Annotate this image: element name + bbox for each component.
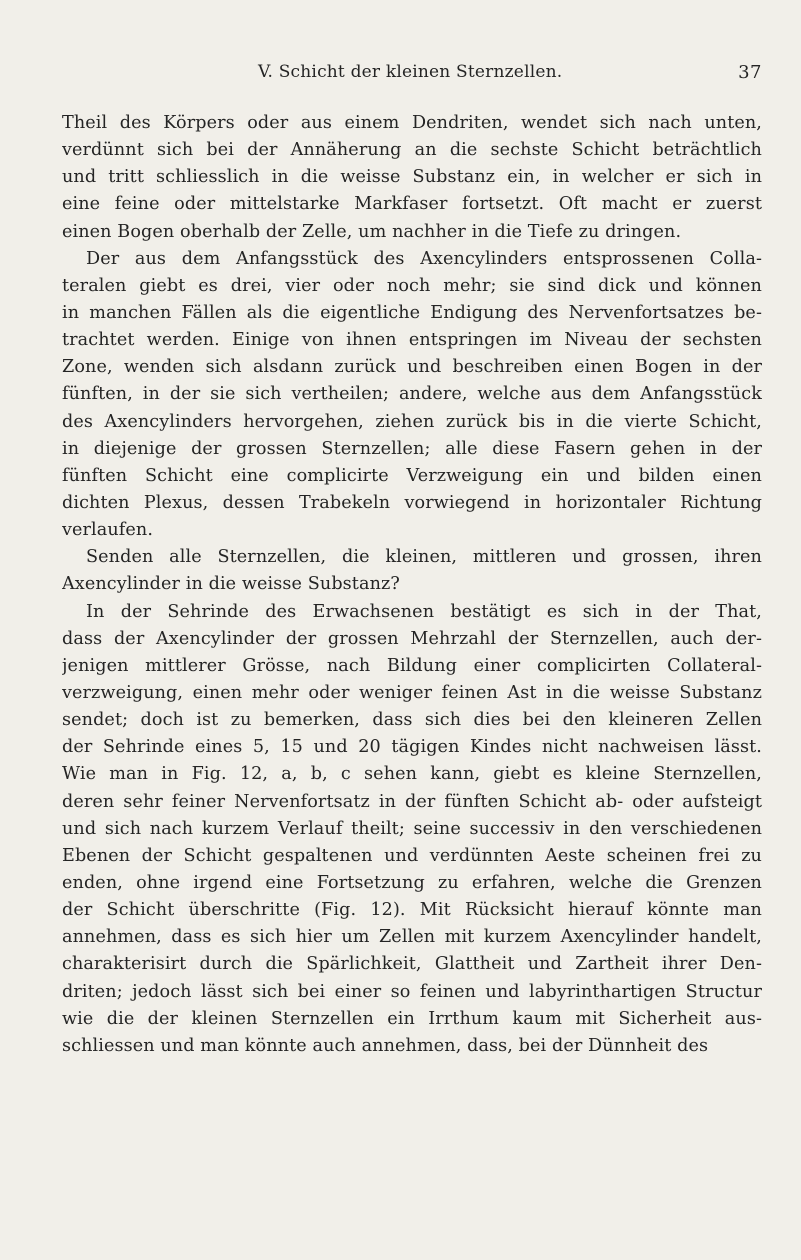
text-line: verlaufen.	[62, 520, 154, 541]
text-line: Senden alle Sternzellen, die kleinen, mittleren und grossen, ihren	[86, 547, 762, 568]
text-line: der Schicht überschritte (Fig. 12). Mit Rücksicht hierauf könnte man	[62, 900, 762, 921]
text-line: Der aus dem Anfangsstück des Axencylinders entsprossenen Colla-	[86, 248, 762, 269]
text-line: driten; jedoch lässt sich bei einer so feinen und labyrinthartigen Structur	[62, 981, 762, 1002]
text-line: In der Sehrinde des Erwachsenen bestätigt es sich in der That,	[86, 601, 762, 622]
paragraph	[62, 110, 762, 246]
text-line: sendet; doch ist zu bemerken, dass sich dies bei den kleineren Zellen	[62, 710, 762, 731]
paragraph	[62, 246, 762, 545]
text-line: und tritt schliesslich in die weisse Substanz ein, in welcher er sich in	[62, 167, 762, 188]
text-line: in diejenige der grossen Sternzellen; alle diese Fasern gehen in der	[62, 438, 762, 459]
text-line: des Axencylinders hervorgehen, ziehen zurück bis in die vierte Schicht,	[62, 411, 762, 432]
text-line: jenigen mittlerer Grösse, nach Bildung einer complicirten Collateral-	[62, 655, 762, 676]
text-line: wie die der kleinen Sternzellen ein Irrthum kaum mit Sicherheit aus-	[62, 1008, 762, 1029]
text-line: und sich nach kurzem Verlauf theilt; seine successiv in den verschiedenen	[62, 818, 762, 839]
running-title: V. Schicht der kleinen Sternzellen.	[258, 62, 563, 82]
text-line: charakterisirt durch die Spärlichkeit, Glattheit und Zartheit ihrer Den-	[62, 954, 762, 975]
body-text	[62, 110, 762, 1060]
text-line: teralen giebt es drei, vier oder noch mehr; sie sind dick und können	[62, 275, 762, 296]
text-line: verzweigung, einen mehr oder weniger feinen Ast in die weisse Substanz	[62, 682, 762, 703]
page-number: 37	[738, 62, 762, 83]
text-line: fünften Schicht eine complicirte Verzweigung ein und bilden einen	[62, 465, 762, 486]
text-line: Theil des Körpers oder aus einem Dendriten, wendet sich nach unten,	[62, 113, 762, 133]
text-line: in manchen Fällen als die eigentliche Endigung des Nervenfortsatzes be-	[62, 302, 762, 323]
text-line: deren sehr feiner Nervenfortsatz in der fünften Schicht ab- oder aufsteigt	[62, 791, 762, 812]
text-line: Wie man in Fig. 12, a, b, c sehen kann, giebt es kleine Sternzellen,	[62, 764, 762, 785]
text-line: Zone, wenden sich alsdann zurück und beschreiben einen Bogen in der	[62, 357, 762, 378]
text-line: annehmen, dass es sich hier um Zellen mit kurzem Axencylinder handelt,	[62, 927, 762, 948]
text-line: trachtet werden. Einige von ihnen entspringen im Niveau der sechsten	[62, 330, 762, 351]
text-line: dichten Plexus, dessen Trabekeln vorwiegend in horizontaler Richtung	[62, 492, 762, 513]
text-line: fünften, in der sie sich vertheilen; andere, welche aus dem Anfangsstück	[62, 384, 762, 405]
text-line: Ebenen der Schicht gespaltenen und verdünnten Aeste scheinen frei zu	[62, 845, 762, 866]
text-line: eine feine oder mittelstarke Markfaser fortsetzt. Oft macht er zuerst	[62, 194, 762, 215]
text-line: dass der Axencylinder der grossen Mehrzahl der Sternzellen, auch der-	[62, 628, 762, 649]
text-line: schliessen und man könnte auch annehmen, dass, bei der Dünnheit des	[62, 1035, 709, 1056]
paragraph	[62, 544, 762, 598]
text-line: der Sehrinde eines 5, 15 und 20 tägigen Kindes nicht nachweisen lässt.	[62, 737, 762, 758]
text-line: Axencylinder in die weisse Substanz?	[62, 574, 400, 595]
page-header	[62, 62, 762, 86]
text-line: enden, ohne irgend eine Fortsetzung zu erfahren, welche die Grenzen	[62, 872, 762, 893]
text-line: verdünnt sich bei der Annäherung an die sechste Schicht beträchtlich	[62, 140, 762, 161]
paragraph	[62, 599, 762, 1060]
text-line: einen Bogen oberhalb der Zelle, um nachher in die Tiefe zu dringen.	[62, 221, 682, 242]
